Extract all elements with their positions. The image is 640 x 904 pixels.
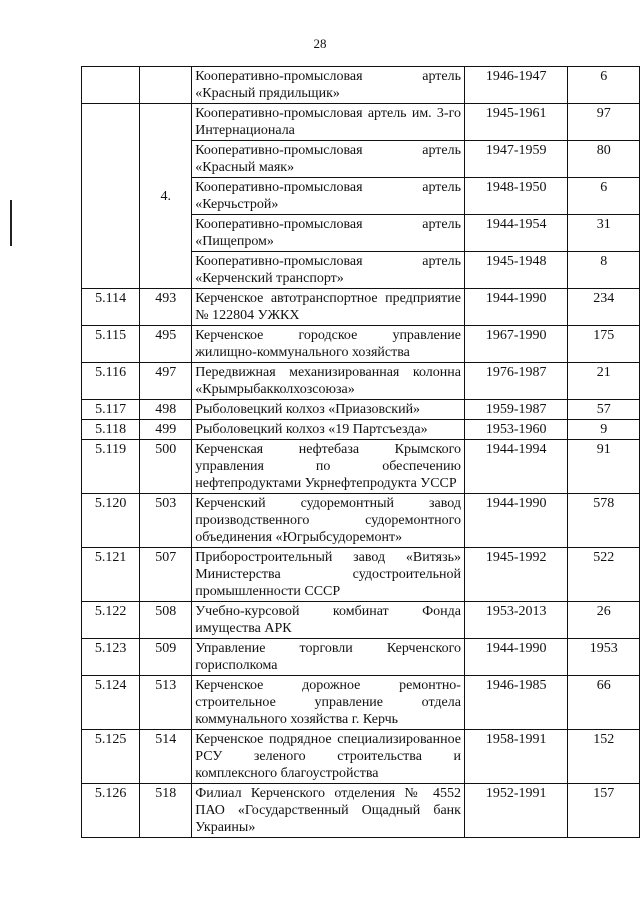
cell-count: 9 [568, 420, 640, 440]
cell-years: 1953-1960 [464, 420, 567, 440]
table-row [82, 639, 640, 676]
cell-count: 31 [568, 215, 640, 252]
cell-name: Керченское дорожное ремонтно-строительное управление отдела коммунального хозяйства г. Керчь [192, 676, 465, 730]
cell-count: 157 [568, 784, 640, 838]
cell-years: 1967-1990 [464, 326, 567, 363]
cell-number: 5.118 [82, 420, 140, 440]
cell-years: 1947-1959 [464, 141, 567, 178]
cell-count: 80 [568, 141, 640, 178]
cell-count: 175 [568, 326, 640, 363]
cell-number-merged [82, 104, 140, 289]
cell-name: Кооперативно-промысловая артель «Керчьстрой» [192, 178, 465, 215]
cell-fond: 508 [140, 602, 192, 639]
cell-years: 1945-1948 [464, 252, 567, 289]
cell-number: 5.115 [82, 326, 140, 363]
cell-count: 66 [568, 676, 640, 730]
archive-fonds-table [81, 66, 640, 838]
table-row [82, 326, 640, 363]
table-row [82, 289, 640, 326]
cell-count: 26 [568, 602, 640, 639]
cell-number: 5.114 [82, 289, 140, 326]
cell-years: 1945-1992 [464, 548, 567, 602]
table-row [82, 730, 640, 784]
table-row [82, 420, 640, 440]
cell-name: Рыболовецкий колхоз «19 Партсъезда» [192, 420, 465, 440]
cell-number: 5.126 [82, 784, 140, 838]
cell-number: 5.125 [82, 730, 140, 784]
table-row [82, 67, 640, 104]
cell-name: Керченский судоремонтный завод производственного судоремонтного объединения «Югрыбсудоремонт» [192, 494, 465, 548]
cell-number [82, 67, 140, 104]
table-row [82, 676, 640, 730]
cell-years: 1945-1961 [464, 104, 567, 141]
cell-years: 1946-1947 [464, 67, 567, 104]
cell-count: 522 [568, 548, 640, 602]
cell-fond: 503 [140, 494, 192, 548]
cell-count: 6 [568, 67, 640, 104]
cell-fond: 507 [140, 548, 192, 602]
cell-fond: 493 [140, 289, 192, 326]
cell-count: 152 [568, 730, 640, 784]
cell-fond: 495 [140, 326, 192, 363]
cell-name: Учебно-курсовой комбинат Фонда имущества АРК [192, 602, 465, 639]
cell-count: 91 [568, 440, 640, 494]
cell-count: 21 [568, 363, 640, 400]
cell-years: 1953-2013 [464, 602, 567, 639]
cell-fond-merged: 4. [140, 104, 192, 289]
cell-count: 97 [568, 104, 640, 141]
cell-count: 578 [568, 494, 640, 548]
table-row [82, 548, 640, 602]
cell-fond: 497 [140, 363, 192, 400]
cell-name: Управление торговли Керченского горисполкома [192, 639, 465, 676]
cell-count: 1953 [568, 639, 640, 676]
cell-number: 5.116 [82, 363, 140, 400]
cell-name: Кооперативно-промысловая артель «Красный прядильщик» [192, 67, 465, 104]
cell-number: 5.122 [82, 602, 140, 639]
cell-years: 1948-1950 [464, 178, 567, 215]
cell-years: 1944-1990 [464, 494, 567, 548]
cell-years: 1944-1990 [464, 289, 567, 326]
cell-years: 1944-1954 [464, 215, 567, 252]
table-row [82, 400, 640, 420]
cell-count: 234 [568, 289, 640, 326]
cell-name: Керченское подрядное специализированное РСУ зеленого строительства и комплексного благоустройства [192, 730, 465, 784]
cell-years: 1976-1987 [464, 363, 567, 400]
cell-count: 57 [568, 400, 640, 420]
table-row [82, 494, 640, 548]
cell-fond: 514 [140, 730, 192, 784]
cell-fond: 509 [140, 639, 192, 676]
cell-name: Филиал Керченского отделения № 4552 ПАО «Государственный Ощадный банк Украины» [192, 784, 465, 838]
cell-fond: 513 [140, 676, 192, 730]
cell-name: Кооперативно-промысловая артель «Керченский транспорт» [192, 252, 465, 289]
cell-count: 6 [568, 178, 640, 215]
cell-fond: 518 [140, 784, 192, 838]
cell-count: 8 [568, 252, 640, 289]
cell-fond: 500 [140, 440, 192, 494]
table-row [82, 363, 640, 400]
cell-fond: 499 [140, 420, 192, 440]
cell-name: Керченское городское управление жилищно-коммунального хозяйства [192, 326, 465, 363]
cell-years: 1959-1987 [464, 400, 567, 420]
cell-number: 5.117 [82, 400, 140, 420]
cell-years: 1944-1990 [464, 639, 567, 676]
cell-name: Керченское автотранспортное предприятие № 122804 УЖКХ [192, 289, 465, 326]
cell-years: 1952-1991 [464, 784, 567, 838]
cell-name: Кооперативно-промысловая артель «Пищепром» [192, 215, 465, 252]
cell-name: Кооперативно-промысловая артель им. 3-го Интернационала [192, 104, 465, 141]
page-number: 28 [313, 36, 327, 51]
cell-number: 5.120 [82, 494, 140, 548]
table-row [82, 440, 640, 494]
margin-mark [10, 200, 12, 246]
cell-number: 5.124 [82, 676, 140, 730]
cell-name: Кооперативно-промысловая артель «Красный маяк» [192, 141, 465, 178]
cell-number: 5.119 [82, 440, 140, 494]
cell-years: 1958-1991 [464, 730, 567, 784]
cell-years: 1946-1985 [464, 676, 567, 730]
cell-name: Керченская нефтебаза Крымского управления по обеспечению нефтепродуктами Укрнефтепродукта УССР [192, 440, 465, 494]
cell-name: Приборостроительный завод «Витязь» Министерства судостроительной промышленности СССР [192, 548, 465, 602]
table-row [82, 784, 640, 838]
cell-number: 5.121 [82, 548, 140, 602]
table-row [82, 104, 640, 141]
cell-name: Передвижная механизированная колонна «Крымрыбакколхозсоюза» [192, 363, 465, 400]
cell-name: Рыболовецкий колхоз «Приазовский» [192, 400, 465, 420]
cell-number: 5.123 [82, 639, 140, 676]
table-row [82, 602, 640, 639]
cell-years: 1944-1994 [464, 440, 567, 494]
cell-fond [140, 67, 192, 104]
cell-fond: 498 [140, 400, 192, 420]
